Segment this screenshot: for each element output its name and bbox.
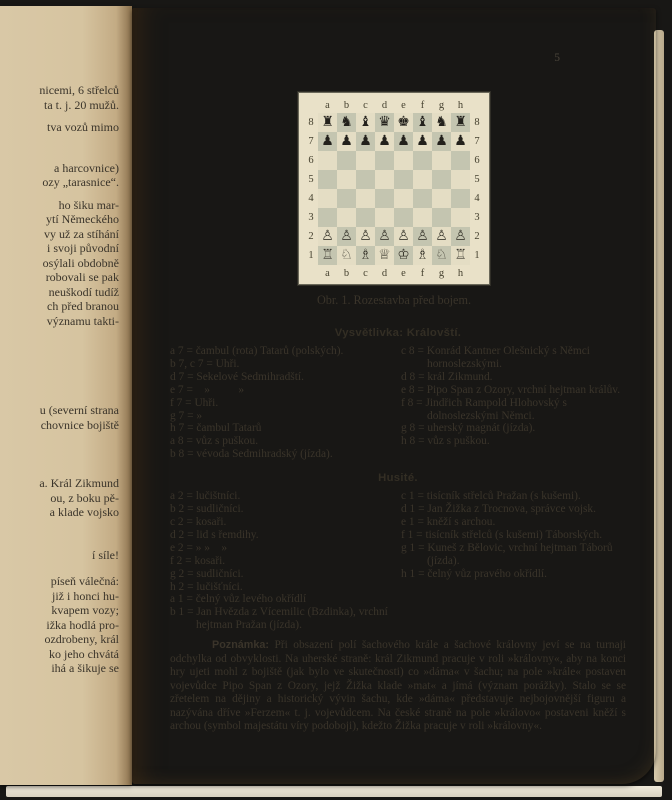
legend-item: e 2 = » » » [170, 541, 228, 554]
rank-label: 6 [474, 155, 480, 166]
chess-piece: ♙ [454, 228, 467, 244]
board-square [451, 170, 470, 189]
board-square [318, 151, 337, 170]
chess-piece: ♝ [359, 114, 372, 130]
board-square [451, 132, 470, 151]
board-square [318, 227, 337, 246]
board-square [413, 151, 432, 170]
board-square [451, 189, 470, 208]
board-square [337, 170, 356, 189]
left-page-text-line: a harcovnice) [54, 160, 119, 175]
legend-item: g 2 = sudličníci. [170, 567, 244, 580]
chess-piece: ♙ [340, 228, 353, 244]
chess-piece: ♖ [454, 247, 467, 263]
board-square [337, 246, 356, 265]
legend-item: d 7 = Sekelové Sedmihradští. [170, 370, 304, 383]
board-square [394, 246, 413, 265]
board-square [451, 227, 470, 246]
left-page [0, 6, 132, 785]
left-page-text-line: ho šiku mar- [58, 197, 119, 212]
board-corner [304, 265, 318, 281]
file-label: g [438, 99, 445, 111]
board-square [394, 208, 413, 227]
legend-item: h 8 = vůz s puškou. [401, 435, 490, 448]
left-page-text [0, 6, 132, 676]
left-page-text-line: ozy „tarasnice“. [42, 175, 119, 189]
rank-label: 8 [474, 117, 480, 128]
legend-item: c 2 = kosaři. [170, 515, 227, 528]
board-square [432, 113, 451, 132]
rank-label: 5 [474, 174, 480, 185]
left-page-text-line: osýlali obdobně [42, 255, 119, 270]
board-square [432, 246, 451, 265]
rank-label: 8 [308, 117, 314, 128]
left-page-text-line: již i honci hu- [52, 588, 119, 603]
board-square [337, 151, 356, 170]
chess-piece: ♟ [435, 133, 448, 149]
board-square [318, 189, 337, 208]
chess-piece: ♙ [321, 228, 334, 244]
legend-section [170, 472, 626, 632]
board-square [394, 113, 413, 132]
chess-piece: ♟ [416, 133, 429, 149]
left-page-text-line: píseň válečná: [50, 574, 119, 588]
left-page-text-line: ižka hodlá pro- [46, 617, 119, 632]
chess-piece: ♚ [397, 114, 410, 130]
left-page-text-line: a klade vojsko [49, 505, 119, 519]
file-label: h [457, 267, 464, 279]
legend-column-right [401, 345, 626, 461]
left-page-text-line: i svoji původní [46, 241, 119, 255]
legend-item: c 1 = tisícník střelců Pražan (s kušemi). [401, 490, 581, 503]
chess-piece: ♟ [454, 133, 467, 149]
board-square [413, 170, 432, 189]
chess-piece: ♙ [397, 228, 410, 244]
note-paragraph [170, 639, 626, 734]
legend-sections [132, 327, 656, 632]
legend-item: f 2 = kosaři. [170, 554, 226, 567]
legend-item: h 1 = čelný vůz pravého okřídlí. [401, 567, 547, 580]
legend-item: e 1 = kněží s archou. [401, 515, 496, 528]
chess-piece: ♕ [378, 247, 391, 263]
legend-item: a 1 = čelný vůz levého okřídlí [170, 593, 307, 606]
board-square [432, 189, 451, 208]
left-page-text-line: ko jeho chvátá [49, 646, 119, 661]
legend-item: c 8 = Konrád Kantner Olešnický s Němci hornoslezskými. [401, 345, 590, 370]
board-square [413, 189, 432, 208]
left-page-text-line: významu takti- [46, 313, 119, 328]
left-page-fragment-group [4, 574, 119, 676]
legend-item: e 8 = Pipo Span z Ozory, vrchní hejtman králův. [401, 383, 621, 396]
chess-piece: ♙ [435, 228, 448, 244]
chess-piece: ♟ [359, 133, 372, 149]
board-square [337, 189, 356, 208]
legend-item: g 1 = Kuneš z Bělovic, vrchní hejtman Táborů (jízda). [401, 541, 613, 567]
board-square [356, 246, 375, 265]
left-page-text-line: neuškodí tudíž [48, 284, 119, 299]
left-page-text-line: vy už za stíhání [44, 226, 119, 241]
legend-item: a 7 = čambul (rota) Tatarů (polských). [170, 345, 344, 357]
board-square [432, 227, 451, 246]
rank-label: 2 [308, 231, 314, 242]
left-page-fragment-group [4, 120, 119, 135]
legend-item: b 1 = Jan Hvězda z Vícemilic (Bzdinka), vrchní hejtman Pražan (jízda). [170, 606, 388, 632]
rank-label: 7 [474, 136, 480, 147]
left-page-text-line: ch před branou [47, 299, 119, 313]
board-square [413, 132, 432, 151]
board-square [394, 170, 413, 189]
board-square [337, 132, 356, 151]
rank-label: 5 [308, 174, 314, 185]
left-page-text-line: kvapem vozy; [51, 603, 119, 617]
chess-figure [132, 92, 656, 308]
left-page-fragment-group [4, 403, 119, 432]
file-label: c [363, 99, 368, 111]
legend-item: f 8 = Jindřich Rampold Hlohovský s dolnoslezskými Němci. [401, 396, 567, 422]
board-square [356, 208, 375, 227]
board-square [356, 151, 375, 170]
board-square [394, 132, 413, 151]
left-page-text-line: ozdrobeny, král [44, 632, 119, 646]
chess-piece: ♘ [340, 247, 353, 263]
chess-piece: ♞ [435, 114, 448, 130]
section-columns [170, 490, 626, 632]
left-page-text-line: chovnice bojiště [40, 417, 119, 432]
board-square [318, 170, 337, 189]
chess-piece: ♙ [416, 228, 429, 244]
note-text: Při obsazení polí šachového krále a šachové královny jeví se na turnaji odchylka od obvyklosti. Na uherské straně: král Zikmund pracuje v roli »královny«, aby na konci hry ujeti mohl z bojiště (jak bylo ve skutečnosti) co »dáma« v šachu; na pole »krále« postaven vojevůdce Pipo Span z Ozory, jejž Žižka klade »mat« a jímá (význam porážky). Stalo se se zřetelem na dějiny a historický vývin šachu, kde »dáma« představuje nejbojovnější figuru a nazývána dříve »Ferzem« t. j. vojevůdcem. Na české straně na pole »královo« postaveni kněží s archou (symbol majestátu víry podoboji), kdežto Žižka pracuje v roli »královny«. [170, 639, 626, 733]
legend-item: d 2 = lid s řemdihy. [170, 528, 259, 541]
legend-item: f 7 = Uhři. [170, 396, 219, 409]
file-label: c [363, 267, 368, 279]
left-page-text-line: nicemi, 6 střelců [39, 83, 119, 97]
board-square [432, 170, 451, 189]
left-page-text-line: robovali se pak [45, 270, 119, 284]
board-square [432, 132, 451, 151]
legend-item: a 2 = lučištníci. [170, 490, 241, 503]
board-square [356, 113, 375, 132]
chess-piece: ♜ [321, 114, 334, 130]
note-label: Poznámka: [212, 639, 269, 652]
legend-item: e 7 = » » [170, 383, 245, 396]
rank-label: 3 [308, 212, 314, 223]
file-label: a [325, 99, 330, 111]
chess-piece: ♗ [359, 247, 372, 263]
left-page-fragment-group [4, 198, 119, 329]
board-square [413, 246, 432, 265]
chess-piece: ♞ [340, 114, 353, 130]
file-label: f [420, 99, 425, 111]
board-square [432, 151, 451, 170]
right-page [132, 8, 656, 784]
legend-item: b 7, c 7 = Uhři. [170, 357, 240, 370]
file-label: d [381, 267, 388, 279]
legend-item: h 7 = čambul Tatarů [170, 422, 262, 435]
legend-item: d 1 = Jan Žižka z Trocnova, správce vojsk. [401, 503, 596, 516]
chess-piece: ♜ [454, 114, 467, 130]
file-label: h [457, 99, 464, 111]
board-square [337, 113, 356, 132]
board-square [337, 227, 356, 246]
board-square [318, 132, 337, 151]
left-page-text-line: u (severní strana [39, 403, 119, 417]
chess-piece: ♟ [340, 133, 353, 149]
left-page-text-line: ta t. j. 20 mužů. [44, 97, 119, 112]
legend-column-right [401, 490, 626, 632]
file-label: a [325, 267, 330, 279]
board-square [413, 208, 432, 227]
board-square [318, 246, 337, 265]
board-square [375, 132, 394, 151]
left-page-fragment-group [4, 161, 119, 190]
board-square [375, 246, 394, 265]
legend-item: b 8 = vévoda Sedmihradský (jízda). [170, 448, 333, 461]
legend-section [170, 327, 626, 461]
page-edge-strip [6, 786, 662, 797]
rank-label: 6 [308, 155, 314, 166]
legend-item: g 8 = uherský magnát (jízda). [401, 422, 536, 435]
legend-column-left [170, 345, 388, 461]
chess-piece: ♔ [397, 247, 410, 263]
file-label: d [381, 99, 388, 111]
left-page-text-line: ou, z boku pě- [50, 490, 119, 505]
rank-label: 2 [474, 231, 480, 242]
chess-piece: ♖ [321, 247, 334, 263]
legend-column-left [170, 490, 388, 632]
chess-piece: ♙ [378, 228, 391, 244]
board-corner [470, 97, 484, 113]
board-square [337, 208, 356, 227]
board-square [451, 208, 470, 227]
left-page-text-line: í síle! [92, 547, 119, 562]
board-square [375, 113, 394, 132]
file-label: b [343, 267, 350, 279]
rank-label: 4 [308, 193, 314, 204]
legend-item: g 7 = » [170, 409, 203, 422]
chess-piece: ♟ [378, 133, 391, 149]
board-square [375, 227, 394, 246]
legend-item: f 1 = tisícník střelců (s kušemi) Táborských. [401, 528, 603, 541]
legend-item: d 8 = král Zikmund. [401, 370, 493, 383]
board-square [413, 113, 432, 132]
board-square [356, 170, 375, 189]
rank-label: 7 [308, 136, 314, 147]
left-page-text-line: a. Král Zikmund [39, 476, 119, 490]
left-page-fragment-group [4, 548, 119, 563]
board-square [318, 113, 337, 132]
chess-piece: ♝ [416, 114, 429, 130]
board-square [394, 189, 413, 208]
board-square [356, 227, 375, 246]
page-number: 5 [554, 52, 560, 64]
chess-piece: ♛ [378, 114, 391, 130]
left-page-text-line: tva vozů mimo [47, 120, 119, 134]
rank-label: 1 [474, 250, 480, 261]
board-corner [470, 265, 484, 281]
rank-label: 3 [474, 212, 480, 223]
board-square [394, 151, 413, 170]
board-square [451, 246, 470, 265]
board-square [375, 151, 394, 170]
left-page-fragment-group [4, 476, 119, 520]
legend-item: a 8 = vůz s puškou. [170, 435, 259, 448]
legend-item: h 2 = lučišťníci. [170, 580, 243, 593]
file-label: e [401, 267, 406, 279]
left-page-text-line: ytí Německého [46, 212, 119, 226]
chess-board-frame [298, 92, 490, 285]
chess-board [304, 97, 484, 281]
section-heading: Husité. [378, 472, 418, 485]
left-page-fragment-group [4, 83, 119, 112]
file-label: b [343, 99, 350, 111]
section-columns [170, 345, 626, 461]
board-square [451, 151, 470, 170]
chess-piece: ♘ [435, 247, 448, 263]
board-square [356, 132, 375, 151]
board-square [375, 170, 394, 189]
file-label: e [401, 99, 406, 111]
chess-piece: ♟ [321, 133, 334, 149]
chess-piece: ♟ [397, 133, 410, 149]
file-label: g [438, 267, 445, 279]
board-square [318, 208, 337, 227]
board-square [375, 189, 394, 208]
legend-item: b 2 = sudličníci. [170, 503, 244, 516]
board-square [413, 227, 432, 246]
board-corner [304, 97, 318, 113]
section-heading: Vysvětlivka: Královští. [334, 327, 462, 339]
board-square [356, 189, 375, 208]
board-square [451, 113, 470, 132]
rank-label: 1 [308, 250, 314, 261]
file-label: f [420, 267, 425, 279]
board-square [375, 208, 394, 227]
board-square [432, 208, 451, 227]
chess-piece: ♙ [359, 228, 372, 244]
figure-caption: Obr. 1. Rozestavba před bojem. [317, 293, 471, 307]
board-square [394, 227, 413, 246]
left-page-text-line: ihá a šikuje se [51, 661, 119, 675]
chess-piece: ♗ [416, 247, 429, 263]
rank-label: 4 [474, 193, 480, 204]
